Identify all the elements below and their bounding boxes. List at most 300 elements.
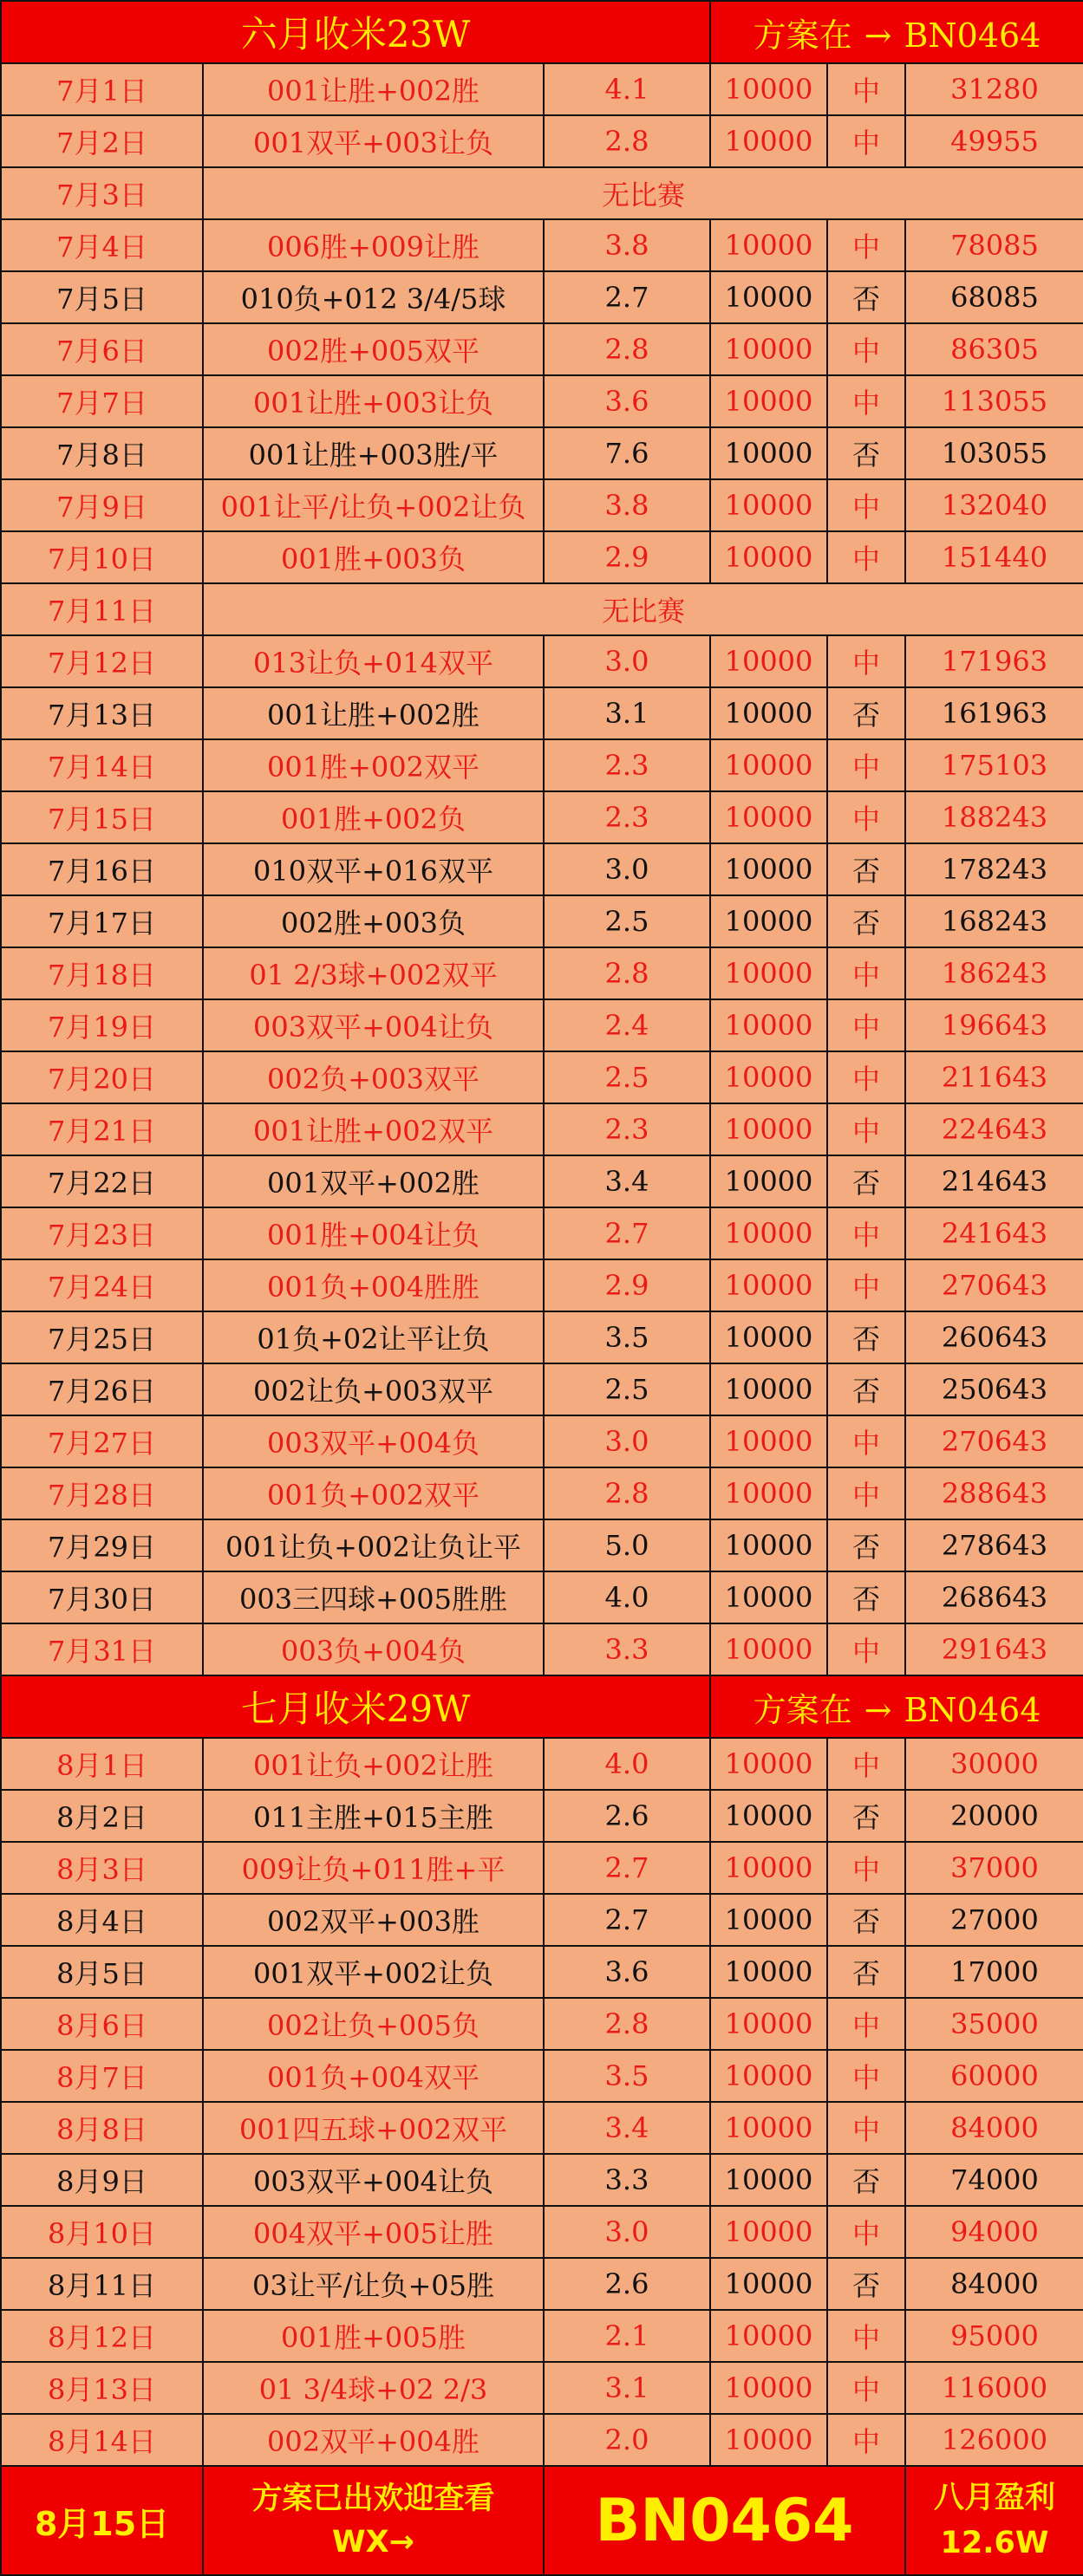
running-total-cell: 178243 bbox=[905, 843, 1083, 895]
section-header-row bbox=[1, 1675, 1083, 1738]
date-cell: 8月11日 bbox=[1, 2258, 203, 2310]
bet-cell: 003三四球+005胜胜 bbox=[203, 1571, 544, 1623]
stake-cell: 10000 bbox=[710, 1623, 827, 1675]
stake-cell: 10000 bbox=[710, 323, 827, 375]
bet-cell: 010负+012 3/4/5球 bbox=[203, 271, 544, 323]
table-row bbox=[1, 843, 1083, 895]
no-match-note: 无比赛 bbox=[203, 583, 1083, 635]
table-row bbox=[1, 271, 1083, 323]
bet-cell: 001负+004胜胜 bbox=[203, 1259, 544, 1311]
table-row bbox=[1, 1415, 1083, 1467]
bet-cell: 01 2/3球+002双平 bbox=[203, 947, 544, 999]
odds-cell: 2.3 bbox=[544, 1103, 710, 1155]
bet-cell: 003双平+004负 bbox=[203, 1415, 544, 1467]
bet-cell: 001四五球+002双平 bbox=[203, 2102, 544, 2154]
date-cell: 8月13日 bbox=[1, 2362, 203, 2414]
table-row bbox=[1, 219, 1083, 271]
odds-cell: 3.3 bbox=[544, 1623, 710, 1675]
result-cell: 中 bbox=[827, 2362, 905, 2414]
running-total-cell: 260643 bbox=[905, 1311, 1083, 1363]
result-cell: 中 bbox=[827, 1842, 905, 1894]
date-cell: 7月11日 bbox=[1, 583, 203, 635]
bet-cell: 001双平+002让负 bbox=[203, 1946, 544, 1998]
footer-date: 8月15日 bbox=[1, 2466, 203, 2575]
stake-cell: 10000 bbox=[710, 1946, 827, 1998]
odds-cell: 3.8 bbox=[544, 479, 710, 531]
stake-cell: 10000 bbox=[710, 1998, 827, 2050]
table-row bbox=[1, 1519, 1083, 1571]
table-row bbox=[1, 63, 1083, 115]
result-cell: 中 bbox=[827, 115, 905, 167]
date-cell: 7月13日 bbox=[1, 687, 203, 739]
running-total-cell: 288643 bbox=[905, 1467, 1083, 1519]
result-cell: 否 bbox=[827, 427, 905, 479]
table-row bbox=[1, 479, 1083, 531]
bet-cell: 001胜+002负 bbox=[203, 791, 544, 843]
running-total-cell: 214643 bbox=[905, 1155, 1083, 1207]
record-table-body bbox=[1, 1, 1083, 2575]
odds-cell: 3.4 bbox=[544, 2102, 710, 2154]
result-cell: 否 bbox=[827, 1311, 905, 1363]
stake-cell: 10000 bbox=[710, 219, 827, 271]
table-row bbox=[1, 739, 1083, 791]
stake-cell: 10000 bbox=[710, 1467, 827, 1519]
stake-cell: 10000 bbox=[710, 2258, 827, 2310]
running-total-cell: 84000 bbox=[905, 2258, 1083, 2310]
date-cell: 7月31日 bbox=[1, 1623, 203, 1675]
stake-cell: 10000 bbox=[710, 375, 827, 427]
table-row bbox=[1, 2414, 1083, 2466]
table-row bbox=[1, 1623, 1083, 1675]
result-cell: 否 bbox=[827, 843, 905, 895]
bet-cell: 009让负+011胜+平 bbox=[203, 1842, 544, 1894]
table-row bbox=[1, 1790, 1083, 1842]
result-cell: 中 bbox=[827, 1467, 905, 1519]
odds-cell: 2.5 bbox=[544, 895, 710, 947]
table-row bbox=[1, 427, 1083, 479]
result-cell: 否 bbox=[827, 895, 905, 947]
bet-cell: 010双平+016双平 bbox=[203, 843, 544, 895]
stake-cell: 10000 bbox=[710, 1415, 827, 1467]
running-total-cell: 31280 bbox=[905, 63, 1083, 115]
stake-cell: 10000 bbox=[710, 427, 827, 479]
stake-cell: 10000 bbox=[710, 1790, 827, 1842]
odds-cell: 3.0 bbox=[544, 635, 710, 687]
bet-cell: 013让负+014双平 bbox=[203, 635, 544, 687]
stake-cell: 10000 bbox=[710, 115, 827, 167]
result-cell: 中 bbox=[827, 1623, 905, 1675]
date-cell: 7月26日 bbox=[1, 1363, 203, 1415]
running-total-cell: 68085 bbox=[905, 271, 1083, 323]
bet-cell: 001负+004双平 bbox=[203, 2050, 544, 2102]
table-row bbox=[1, 1311, 1083, 1363]
running-total-cell: 113055 bbox=[905, 375, 1083, 427]
stake-cell: 10000 bbox=[710, 947, 827, 999]
table-row bbox=[1, 375, 1083, 427]
running-total-cell: 95000 bbox=[905, 2310, 1083, 2362]
table-row bbox=[1, 2310, 1083, 2362]
result-cell: 中 bbox=[827, 323, 905, 375]
result-cell: 否 bbox=[827, 2154, 905, 2206]
result-cell: 中 bbox=[827, 999, 905, 1051]
date-cell: 7月17日 bbox=[1, 895, 203, 947]
bet-cell: 002胜+003负 bbox=[203, 895, 544, 947]
result-cell: 中 bbox=[827, 479, 905, 531]
odds-cell: 2.9 bbox=[544, 1259, 710, 1311]
date-cell: 7月5日 bbox=[1, 271, 203, 323]
result-cell: 中 bbox=[827, 2414, 905, 2466]
date-cell: 7月12日 bbox=[1, 635, 203, 687]
table-row bbox=[1, 895, 1083, 947]
running-total-cell: 291643 bbox=[905, 1623, 1083, 1675]
odds-cell: 2.6 bbox=[544, 2258, 710, 2310]
date-cell: 7月30日 bbox=[1, 1571, 203, 1623]
table-row bbox=[1, 1571, 1083, 1623]
running-total-cell: 94000 bbox=[905, 2206, 1083, 2258]
section-header-row bbox=[1, 1, 1083, 63]
footer-profit bbox=[905, 2466, 1083, 2575]
stake-cell: 10000 bbox=[710, 1311, 827, 1363]
date-cell: 8月9日 bbox=[1, 2154, 203, 2206]
table-row bbox=[1, 791, 1083, 843]
plan-code: BN0464 bbox=[904, 16, 1041, 55]
date-cell: 8月14日 bbox=[1, 2414, 203, 2466]
result-cell: 中 bbox=[827, 531, 905, 583]
table-row bbox=[1, 1051, 1083, 1103]
table-row bbox=[1, 1467, 1083, 1519]
table-row bbox=[1, 1894, 1083, 1946]
odds-cell: 4.1 bbox=[544, 63, 710, 115]
bet-cell: 001让负+002让胜 bbox=[203, 1738, 544, 1790]
section-title: 七月收米29W bbox=[1, 1675, 710, 1738]
table-row bbox=[1, 2206, 1083, 2258]
plan-code: BN0464 bbox=[904, 1690, 1041, 1729]
table-row bbox=[1, 115, 1083, 167]
result-cell: 中 bbox=[827, 219, 905, 271]
table-row bbox=[1, 323, 1083, 375]
bet-cell: 002双平+003胜 bbox=[203, 1894, 544, 1946]
date-cell: 8月4日 bbox=[1, 1894, 203, 1946]
stake-cell: 10000 bbox=[710, 63, 827, 115]
running-total-cell: 151440 bbox=[905, 531, 1083, 583]
table-row bbox=[1, 947, 1083, 999]
running-total-cell: 20000 bbox=[905, 1790, 1083, 1842]
odds-cell: 3.8 bbox=[544, 219, 710, 271]
odds-cell: 2.0 bbox=[544, 2414, 710, 2466]
running-total-cell: 17000 bbox=[905, 1946, 1083, 1998]
table-row bbox=[1, 531, 1083, 583]
result-cell: 中 bbox=[827, 1259, 905, 1311]
bet-cell: 003双平+004让负 bbox=[203, 999, 544, 1051]
running-total-cell: 84000 bbox=[905, 2102, 1083, 2154]
odds-cell: 3.6 bbox=[544, 375, 710, 427]
odds-cell: 4.0 bbox=[544, 1738, 710, 1790]
date-cell: 7月20日 bbox=[1, 1051, 203, 1103]
table-row bbox=[1, 687, 1083, 739]
result-cell: 中 bbox=[827, 1103, 905, 1155]
running-total-cell: 116000 bbox=[905, 2362, 1083, 2414]
bet-cell: 002让负+003双平 bbox=[203, 1363, 544, 1415]
date-cell: 7月1日 bbox=[1, 63, 203, 115]
odds-cell: 3.1 bbox=[544, 687, 710, 739]
running-total-cell: 171963 bbox=[905, 635, 1083, 687]
stake-cell: 10000 bbox=[710, 2206, 827, 2258]
result-cell: 中 bbox=[827, 63, 905, 115]
stake-cell: 10000 bbox=[710, 791, 827, 843]
running-total-cell: 168243 bbox=[905, 895, 1083, 947]
date-cell: 7月4日 bbox=[1, 219, 203, 271]
odds-cell: 3.3 bbox=[544, 2154, 710, 2206]
stake-cell: 10000 bbox=[710, 479, 827, 531]
bet-cell: 03让平/让负+05胜 bbox=[203, 2258, 544, 2310]
footer-message-line2: WX→ bbox=[332, 2525, 414, 2560]
running-total-cell: 186243 bbox=[905, 947, 1083, 999]
date-cell: 8月5日 bbox=[1, 1946, 203, 1998]
stake-cell: 10000 bbox=[710, 1894, 827, 1946]
stake-cell: 10000 bbox=[710, 2050, 827, 2102]
running-total-cell: 241643 bbox=[905, 1207, 1083, 1259]
odds-cell: 2.7 bbox=[544, 1842, 710, 1894]
date-cell: 8月12日 bbox=[1, 2310, 203, 2362]
result-cell: 中 bbox=[827, 2310, 905, 2362]
running-total-cell: 175103 bbox=[905, 739, 1083, 791]
running-total-cell: 60000 bbox=[905, 2050, 1083, 2102]
bet-cell: 001让负+002让负让平 bbox=[203, 1519, 544, 1571]
date-cell: 7月23日 bbox=[1, 1207, 203, 1259]
result-cell: 否 bbox=[827, 2258, 905, 2310]
result-cell: 否 bbox=[827, 1790, 905, 1842]
odds-cell: 4.0 bbox=[544, 1571, 710, 1623]
stake-cell: 10000 bbox=[710, 531, 827, 583]
odds-cell: 2.8 bbox=[544, 947, 710, 999]
odds-cell: 7.6 bbox=[544, 427, 710, 479]
date-cell: 7月21日 bbox=[1, 1103, 203, 1155]
date-cell: 7月7日 bbox=[1, 375, 203, 427]
result-cell: 中 bbox=[827, 2206, 905, 2258]
table-row bbox=[1, 1842, 1083, 1894]
result-cell: 否 bbox=[827, 1571, 905, 1623]
running-total-cell: 224643 bbox=[905, 1103, 1083, 1155]
bet-cell: 001胜+002双平 bbox=[203, 739, 544, 791]
bet-cell: 001让胜+003胜/平 bbox=[203, 427, 544, 479]
stake-cell: 10000 bbox=[710, 2362, 827, 2414]
date-cell: 8月1日 bbox=[1, 1738, 203, 1790]
result-cell: 中 bbox=[827, 791, 905, 843]
plan-reference bbox=[710, 1, 1083, 63]
date-cell: 8月6日 bbox=[1, 1998, 203, 2050]
odds-cell: 2.8 bbox=[544, 115, 710, 167]
running-total-cell: 86305 bbox=[905, 323, 1083, 375]
date-cell: 7月9日 bbox=[1, 479, 203, 531]
footer-code: BN0464 bbox=[544, 2466, 905, 2575]
stake-cell: 10000 bbox=[710, 1155, 827, 1207]
odds-cell: 2.5 bbox=[544, 1051, 710, 1103]
running-total-cell: 78085 bbox=[905, 219, 1083, 271]
date-cell: 7月18日 bbox=[1, 947, 203, 999]
table-row bbox=[1, 999, 1083, 1051]
bet-cell: 003双平+004让负 bbox=[203, 2154, 544, 2206]
table-row bbox=[1, 1946, 1083, 1998]
stake-cell: 10000 bbox=[710, 999, 827, 1051]
no-match-note: 无比赛 bbox=[203, 167, 1083, 219]
stake-cell: 10000 bbox=[710, 1259, 827, 1311]
bet-cell: 001双平+003让负 bbox=[203, 115, 544, 167]
bet-cell: 01 3/4球+02 2/3 bbox=[203, 2362, 544, 2414]
running-total-cell: 103055 bbox=[905, 427, 1083, 479]
date-cell: 8月7日 bbox=[1, 2050, 203, 2102]
table-row bbox=[1, 1738, 1083, 1790]
result-cell: 中 bbox=[827, 1738, 905, 1790]
date-cell: 7月16日 bbox=[1, 843, 203, 895]
stake-cell: 10000 bbox=[710, 2310, 827, 2362]
stake-cell: 10000 bbox=[710, 1571, 827, 1623]
date-cell: 7月8日 bbox=[1, 427, 203, 479]
date-cell: 7月19日 bbox=[1, 999, 203, 1051]
date-cell: 7月25日 bbox=[1, 1311, 203, 1363]
footer-row bbox=[1, 2466, 1083, 2575]
plan-label: 方案在 bbox=[753, 1690, 852, 1729]
result-cell: 中 bbox=[827, 1207, 905, 1259]
odds-cell: 2.7 bbox=[544, 271, 710, 323]
result-cell: 否 bbox=[827, 1363, 905, 1415]
stake-cell: 10000 bbox=[710, 843, 827, 895]
running-total-cell: 27000 bbox=[905, 1894, 1083, 1946]
date-cell: 7月29日 bbox=[1, 1519, 203, 1571]
bet-cell: 002胜+005双平 bbox=[203, 323, 544, 375]
stake-cell: 10000 bbox=[710, 2102, 827, 2154]
bet-cell: 001让平/让负+002让负 bbox=[203, 479, 544, 531]
plan-reference bbox=[710, 1675, 1083, 1738]
running-total-cell: 30000 bbox=[905, 1738, 1083, 1790]
odds-cell: 2.8 bbox=[544, 1998, 710, 2050]
bet-cell: 002负+003双平 bbox=[203, 1051, 544, 1103]
stake-cell: 10000 bbox=[710, 2154, 827, 2206]
date-cell: 7月3日 bbox=[1, 167, 203, 219]
running-total-cell: 37000 bbox=[905, 1842, 1083, 1894]
date-cell: 8月3日 bbox=[1, 1842, 203, 1894]
odds-cell: 2.1 bbox=[544, 2310, 710, 2362]
table-row bbox=[1, 1259, 1083, 1311]
table-row bbox=[1, 1155, 1083, 1207]
date-cell: 8月8日 bbox=[1, 2102, 203, 2154]
running-total-cell: 35000 bbox=[905, 1998, 1083, 2050]
result-cell: 中 bbox=[827, 739, 905, 791]
result-cell: 否 bbox=[827, 687, 905, 739]
odds-cell: 2.6 bbox=[544, 1790, 710, 1842]
table-row bbox=[1, 2050, 1083, 2102]
bet-cell: 006胜+009让胜 bbox=[203, 219, 544, 271]
bet-cell: 004双平+005让胜 bbox=[203, 2206, 544, 2258]
bet-cell: 001让胜+003让负 bbox=[203, 375, 544, 427]
date-cell: 7月10日 bbox=[1, 531, 203, 583]
stake-cell: 10000 bbox=[710, 1103, 827, 1155]
odds-cell: 2.8 bbox=[544, 323, 710, 375]
table-row bbox=[1, 1103, 1083, 1155]
stake-cell: 10000 bbox=[710, 687, 827, 739]
date-cell: 8月2日 bbox=[1, 1790, 203, 1842]
odds-cell: 3.1 bbox=[544, 2362, 710, 2414]
stake-cell: 10000 bbox=[710, 635, 827, 687]
result-cell: 中 bbox=[827, 2102, 905, 2154]
odds-cell: 2.9 bbox=[544, 531, 710, 583]
bet-cell: 001双平+002胜 bbox=[203, 1155, 544, 1207]
table-row bbox=[1, 2102, 1083, 2154]
stake-cell: 10000 bbox=[710, 1842, 827, 1894]
stake-cell: 10000 bbox=[710, 1207, 827, 1259]
footer-message bbox=[203, 2466, 544, 2575]
result-cell: 中 bbox=[827, 635, 905, 687]
result-cell: 中 bbox=[827, 1051, 905, 1103]
running-total-cell: 132040 bbox=[905, 479, 1083, 531]
odds-cell: 3.4 bbox=[544, 1155, 710, 1207]
stake-cell: 10000 bbox=[710, 1519, 827, 1571]
result-cell: 否 bbox=[827, 1946, 905, 1998]
result-cell: 否 bbox=[827, 1519, 905, 1571]
running-total-cell: 268643 bbox=[905, 1571, 1083, 1623]
bet-cell: 011主胜+015主胜 bbox=[203, 1790, 544, 1842]
running-total-cell: 49955 bbox=[905, 115, 1083, 167]
running-total-cell: 126000 bbox=[905, 2414, 1083, 2466]
date-cell: 7月6日 bbox=[1, 323, 203, 375]
bet-cell: 002让负+005负 bbox=[203, 1998, 544, 2050]
result-cell: 中 bbox=[827, 947, 905, 999]
bet-cell: 001让胜+002胜 bbox=[203, 63, 544, 115]
running-total-cell: 74000 bbox=[905, 2154, 1083, 2206]
running-total-cell: 188243 bbox=[905, 791, 1083, 843]
arrow-right-icon: → bbox=[864, 1690, 892, 1729]
arrow-right-icon: → bbox=[864, 16, 892, 55]
running-total-cell: 211643 bbox=[905, 1051, 1083, 1103]
odds-cell: 2.7 bbox=[544, 1894, 710, 1946]
table-row bbox=[1, 635, 1083, 687]
odds-cell: 2.8 bbox=[544, 1467, 710, 1519]
footer-profit-label: 八月盈利 bbox=[933, 2481, 1055, 2515]
result-cell: 中 bbox=[827, 2050, 905, 2102]
bet-cell: 01负+02让平让负 bbox=[203, 1311, 544, 1363]
footer-profit-value: 12.6W bbox=[940, 2526, 1049, 2560]
odds-cell: 2.3 bbox=[544, 791, 710, 843]
bet-cell: 001胜+004让负 bbox=[203, 1207, 544, 1259]
result-cell: 否 bbox=[827, 1894, 905, 1946]
odds-cell: 3.0 bbox=[544, 843, 710, 895]
table-row bbox=[1, 2154, 1083, 2206]
date-cell: 7月28日 bbox=[1, 1467, 203, 1519]
running-total-cell: 270643 bbox=[905, 1415, 1083, 1467]
bet-cell: 001胜+005胜 bbox=[203, 2310, 544, 2362]
stake-cell: 10000 bbox=[710, 1738, 827, 1790]
stake-cell: 10000 bbox=[710, 1051, 827, 1103]
table-row bbox=[1, 1998, 1083, 2050]
date-cell: 7月27日 bbox=[1, 1415, 203, 1467]
date-cell: 7月14日 bbox=[1, 739, 203, 791]
running-total-cell: 161963 bbox=[905, 687, 1083, 739]
result-cell: 否 bbox=[827, 271, 905, 323]
plan-label: 方案在 bbox=[753, 16, 852, 55]
odds-cell: 3.0 bbox=[544, 2206, 710, 2258]
odds-cell: 3.0 bbox=[544, 1415, 710, 1467]
result-cell: 否 bbox=[827, 1155, 905, 1207]
result-cell: 中 bbox=[827, 1998, 905, 2050]
date-cell: 7月2日 bbox=[1, 115, 203, 167]
table-row bbox=[1, 1207, 1083, 1259]
bet-cell: 002双平+004胜 bbox=[203, 2414, 544, 2466]
odds-cell: 3.5 bbox=[544, 1311, 710, 1363]
odds-cell: 2.3 bbox=[544, 739, 710, 791]
stake-cell: 10000 bbox=[710, 739, 827, 791]
table-row bbox=[1, 2258, 1083, 2310]
bet-cell: 001让胜+002胜 bbox=[203, 687, 544, 739]
date-cell: 7月24日 bbox=[1, 1259, 203, 1311]
